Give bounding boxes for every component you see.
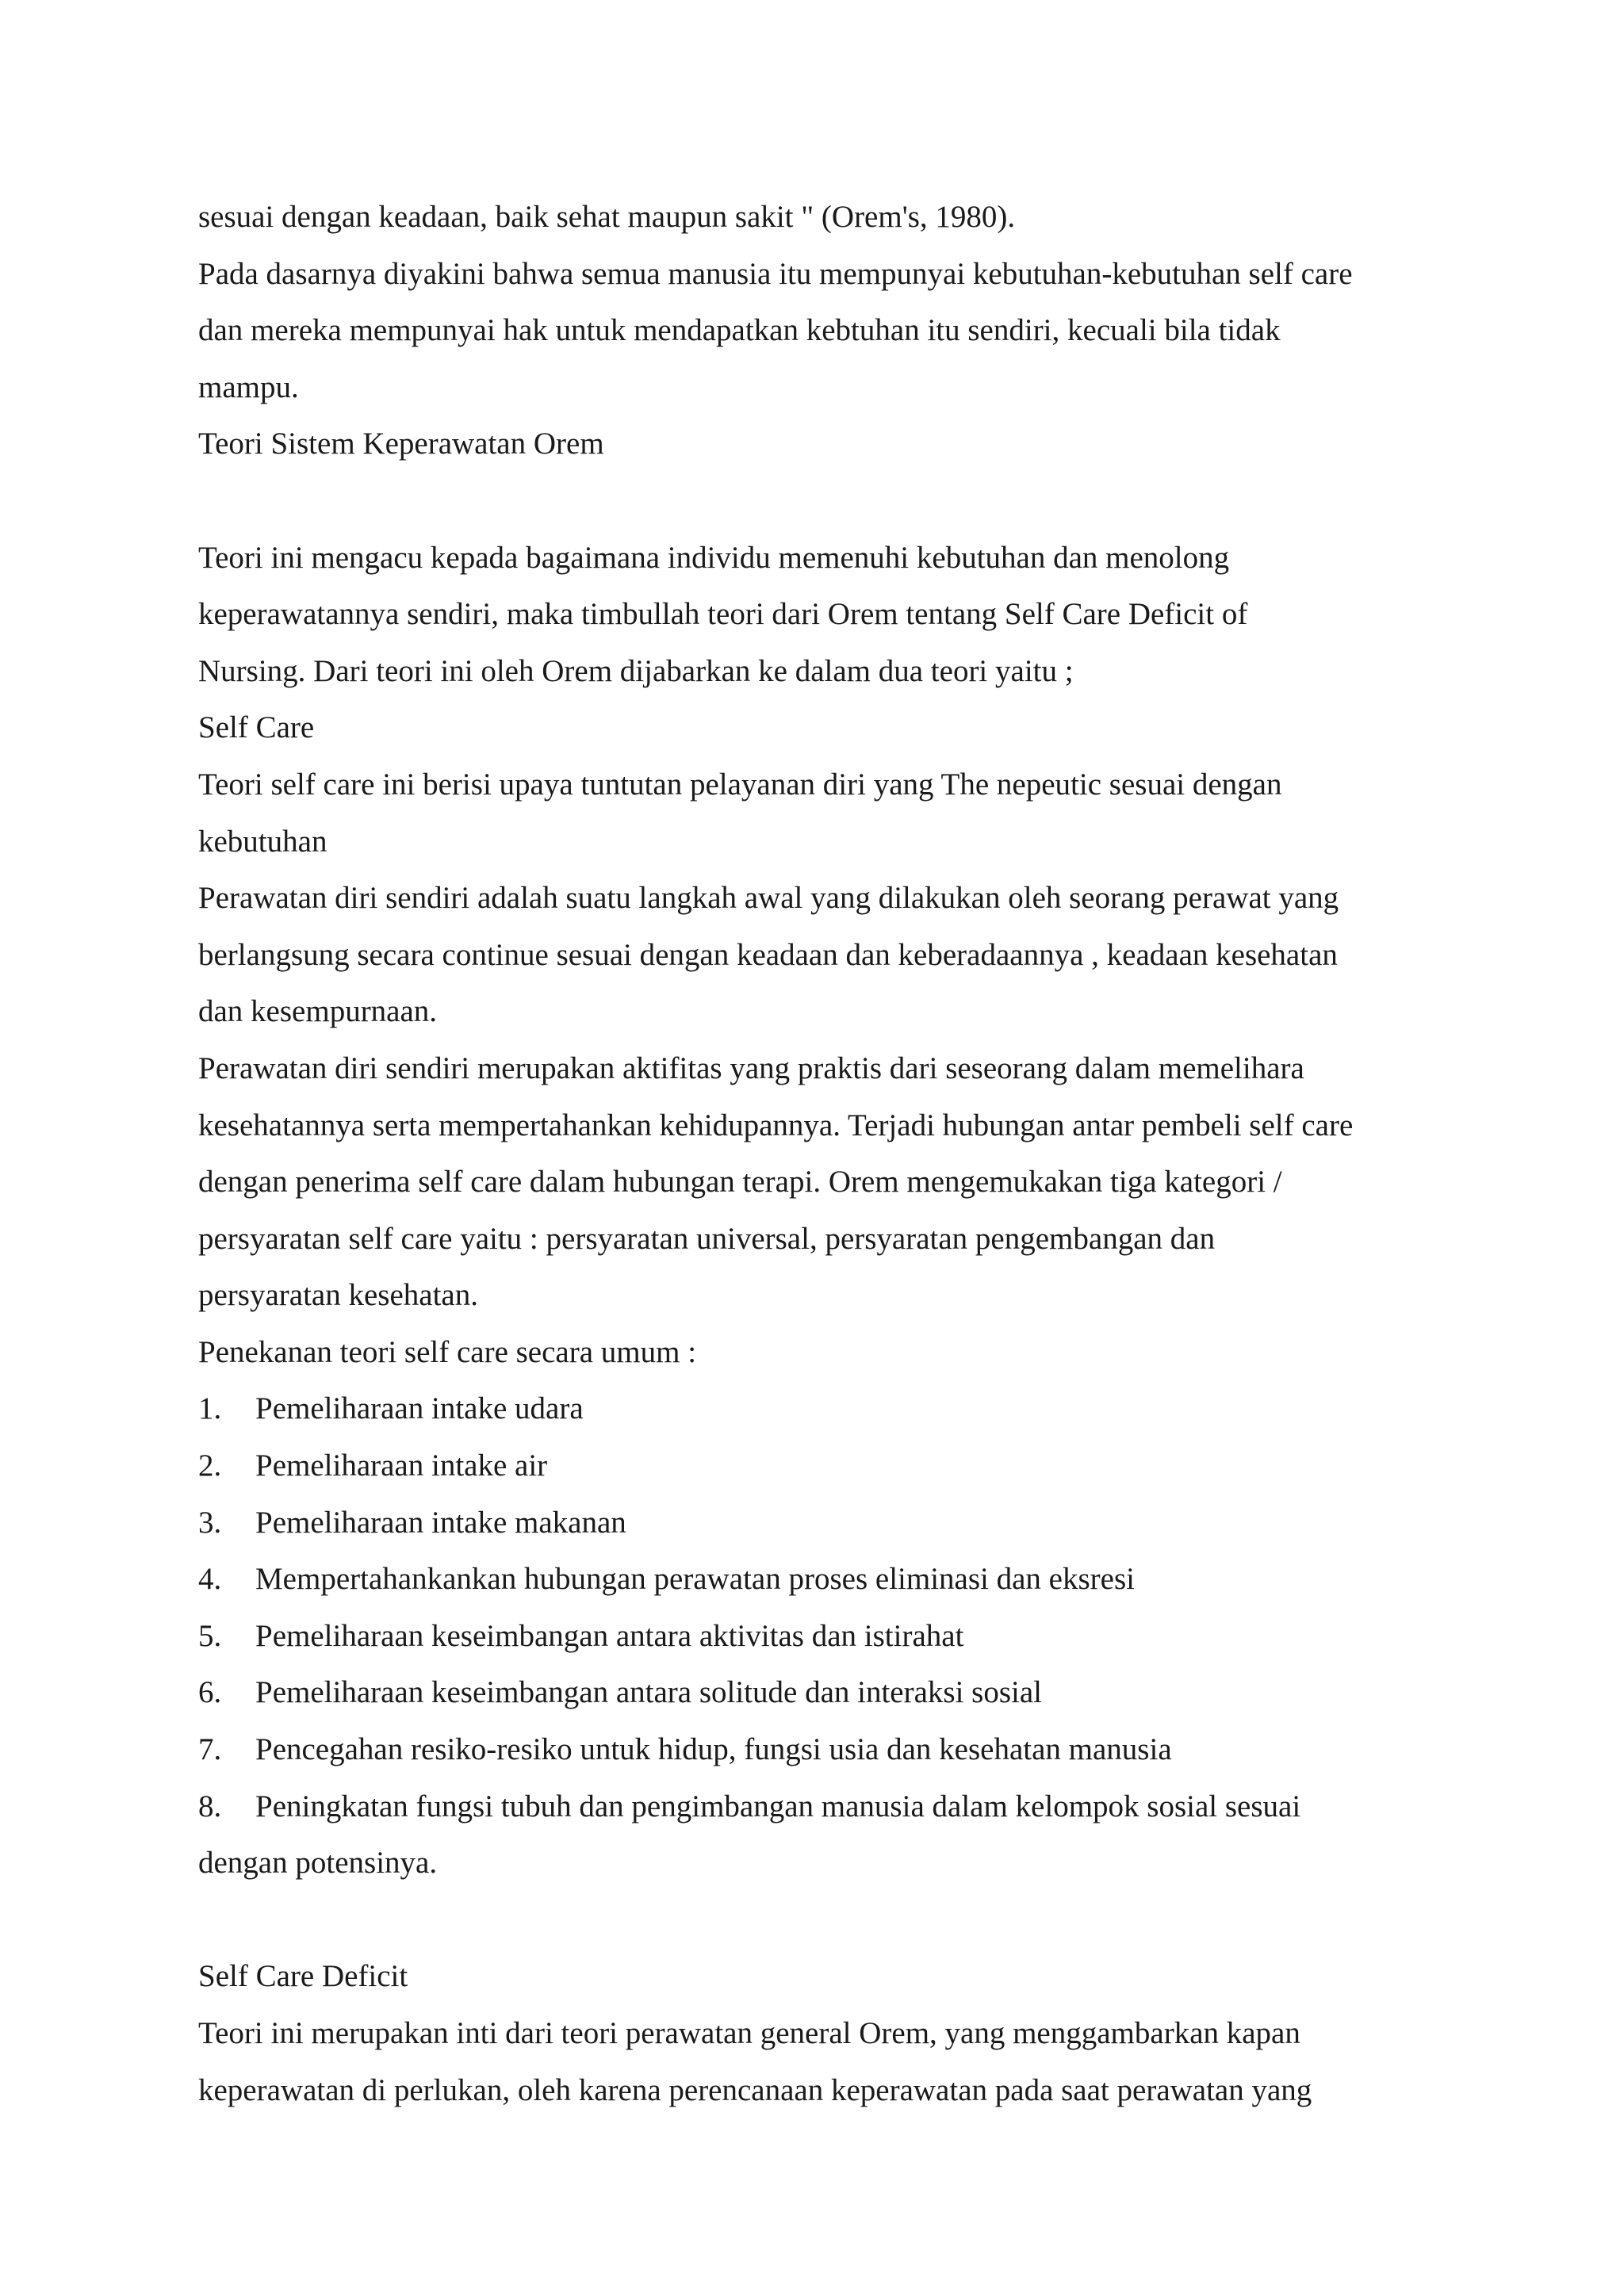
list-number: 1. bbox=[198, 1391, 222, 1426]
list-number: 2. bbox=[198, 1448, 222, 1483]
paragraph-self-care-theory bbox=[198, 756, 1435, 870]
paragraph-perawatan-diri-2 bbox=[198, 1040, 1435, 1324]
text-line: sesuai dengan keadaan, baik sehat maupun sakit " (Orem's, 1980). bbox=[198, 200, 1016, 234]
paragraph-self-care-deficit bbox=[198, 2005, 1435, 2118]
paragraph-teori-intro bbox=[198, 530, 1435, 700]
numbered-list bbox=[198, 1380, 1435, 1891]
text-line: Pada dasarnya diyakini bahwa semua manusia itu mempunyai kebutuhan-kebutuhan self care bbox=[198, 256, 1353, 291]
text-line: Teori ini merupakan inti dari teori perawatan general Orem, yang menggambarkan kapan bbox=[198, 2016, 1300, 2050]
document-page bbox=[198, 189, 1435, 2118]
list-item bbox=[198, 1608, 1435, 1665]
list-text: Pemeliharaan keseimbangan antara solitude dan interaksi sosial bbox=[255, 1675, 1043, 1710]
list-text: Pencegahan resiko-resiko untuk hidup, fungsi usia dan kesehatan manusia bbox=[255, 1732, 1172, 1767]
list-text: Pemeliharaan intake makanan bbox=[255, 1505, 626, 1540]
list-item bbox=[198, 1437, 1435, 1494]
list-intro: Penekanan teori self care secara umum : bbox=[198, 1334, 697, 1369]
list-number: 8. bbox=[198, 1789, 222, 1823]
text-line: mampu. bbox=[198, 369, 299, 404]
list-text: Pemeliharaan intake udara bbox=[255, 1391, 584, 1426]
text-line: Teori self care ini berisi upaya tuntutan pelayanan diri yang The nepeutic sesuai dengan bbox=[198, 767, 1282, 802]
blank-line bbox=[198, 1892, 1435, 1949]
text-line: persyaratan kesehatan. bbox=[198, 1278, 478, 1313]
list-item bbox=[198, 1721, 1435, 1778]
paragraph-orem-quote-end bbox=[198, 189, 1435, 246]
heading-teori-sistem: Teori Sistem Keperawatan Orem bbox=[198, 427, 604, 461]
text-line: keperawatannya sendiri, maka timbullah teori dari Orem tentang Self Care Deficit of bbox=[198, 597, 1248, 632]
text-line: dan kesempurnaan. bbox=[198, 994, 438, 1029]
text-line: persyaratan self care yaitu : persyaratan universal, persyaratan pengembangan dan bbox=[198, 1221, 1216, 1256]
text-line: dan mereka mempunyai hak untuk mendapatkan kebtuhan itu sendiri, kecuali bila tidak bbox=[198, 313, 1281, 348]
list-number: 4. bbox=[198, 1562, 222, 1597]
list-text: Peningkatan fungsi tubuh dan pengimbangan manusia dalam kelompok sosial sesuai bbox=[255, 1789, 1301, 1823]
text-line: Nursing. Dari teori ini oleh Orem dijabarkan ke dalam dua teori yaitu ; bbox=[198, 653, 1074, 688]
heading-self-care-deficit: Self Care Deficit bbox=[198, 1959, 408, 1994]
text-line: keperawatan di perlukan, oleh karena perencanaan keperawatan pada saat perawatan yang bbox=[198, 2072, 1312, 2107]
text-line: dengan penerima self care dalam hubungan terapi. Orem mengemukakan tiga kategori / bbox=[198, 1165, 1282, 1200]
list-item bbox=[198, 1664, 1435, 1721]
list-text: Pemeliharaan intake air bbox=[255, 1448, 548, 1483]
list-number: 3. bbox=[198, 1505, 222, 1540]
list-text: Pemeliharaan keseimbangan antara aktivitas dan istirahat bbox=[255, 1618, 964, 1653]
blank-line bbox=[198, 473, 1435, 530]
list-item bbox=[198, 1778, 1435, 1835]
text-line: kebutuhan bbox=[198, 824, 327, 859]
list-item bbox=[198, 1494, 1435, 1552]
list-number: 7. bbox=[198, 1732, 222, 1767]
heading-self-care: Self Care bbox=[198, 710, 315, 745]
list-number: 6. bbox=[198, 1675, 222, 1710]
list-item bbox=[198, 1380, 1435, 1437]
paragraph-self-care-needs bbox=[198, 246, 1435, 416]
list-item bbox=[198, 1551, 1435, 1608]
list-item-continuation: dengan potensinya. bbox=[198, 1846, 438, 1881]
text-line: berlangsung secara continue sesuai dengan keadaan dan keberadaannya , keadaan kesehatan bbox=[198, 937, 1338, 972]
text-line: Perawatan diri sendiri merupakan aktifitas yang praktis dari seseorang dalam memelihara bbox=[198, 1050, 1304, 1085]
paragraph-perawatan-diri-1 bbox=[198, 870, 1435, 1040]
list-number: 5. bbox=[198, 1618, 222, 1653]
list-text: Mempertahankankan hubungan perawatan proses eliminasi dan eksresi bbox=[255, 1562, 1135, 1597]
text-line: Teori ini mengacu kepada bagaimana individu memenuhi kebutuhan dan menolong bbox=[198, 540, 1230, 575]
text-line: kesehatannya serta mempertahankan kehidupannya. Terjadi hubungan antar pembeli self care bbox=[198, 1108, 1354, 1142]
text-line: Perawatan diri sendiri adalah suatu langkah awal yang dilakukan oleh seorang perawat yang bbox=[198, 881, 1339, 916]
